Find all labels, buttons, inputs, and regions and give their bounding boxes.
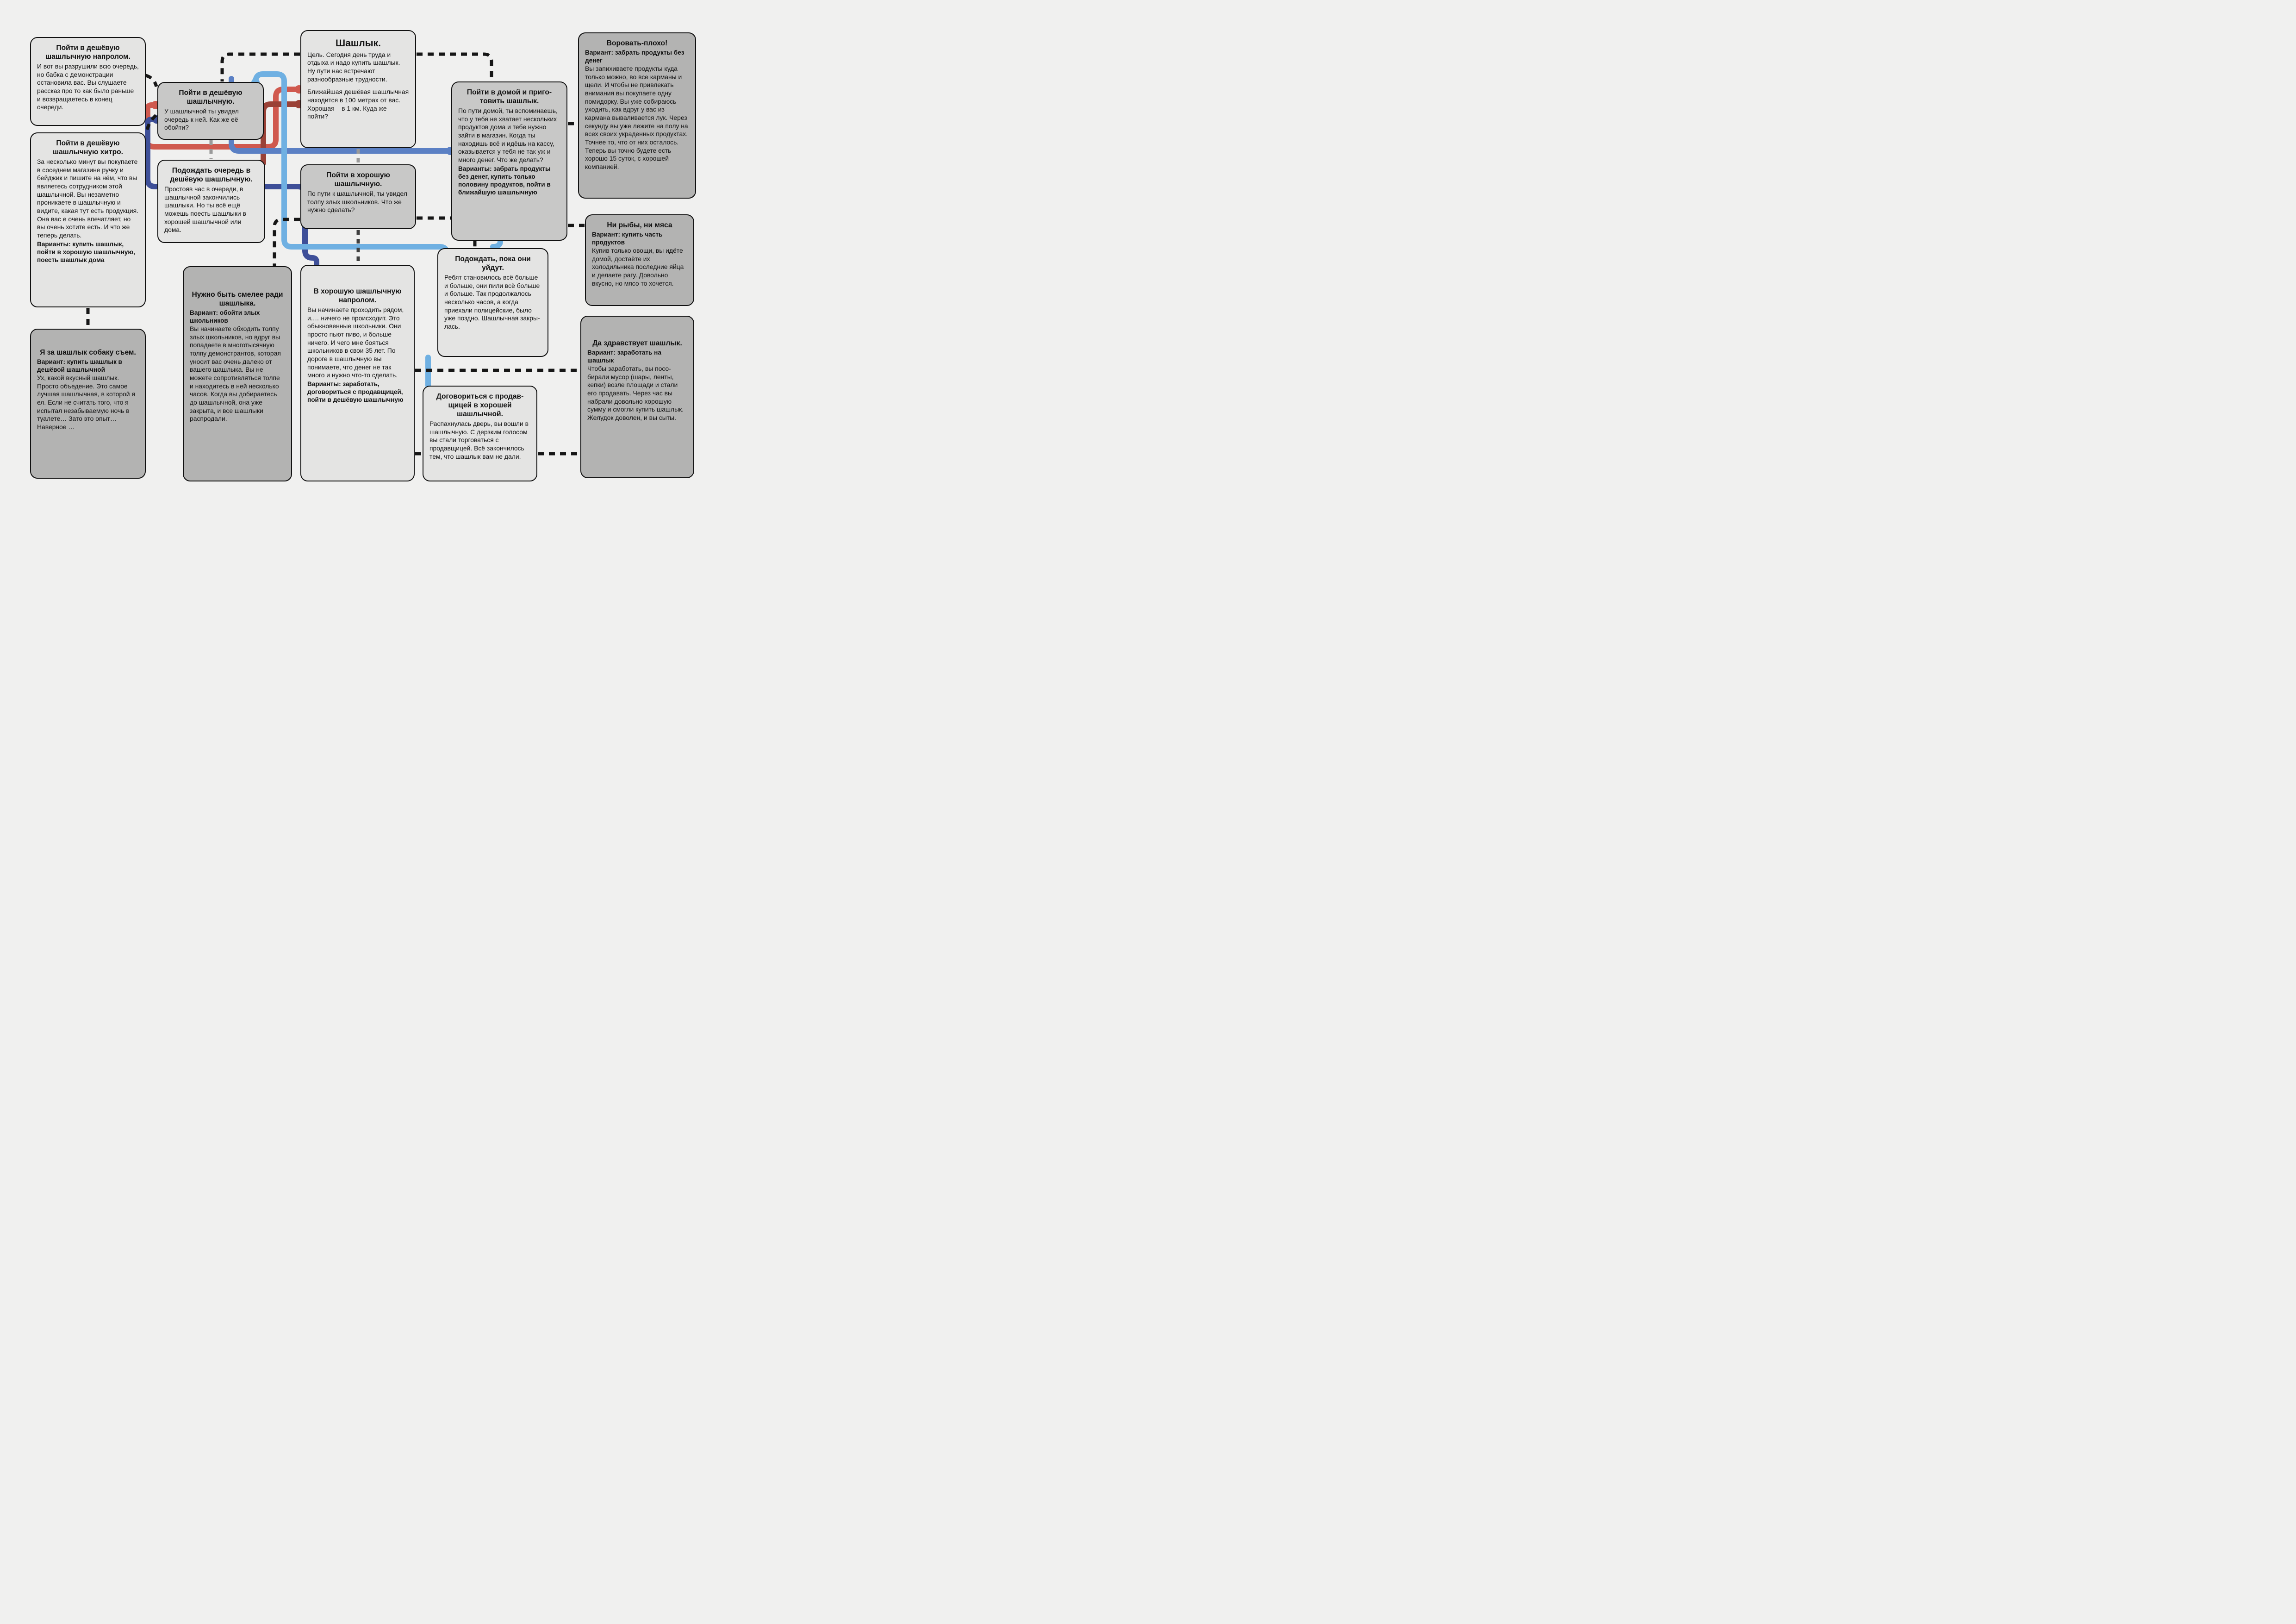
node-bargain-seller: [423, 386, 537, 481]
node-body: Ребят становилось всё больше и больше, они пили всё больше и больше. Так продолжалось несколько часов, а когда приехали полицейские, было уже поздно. Шашлычная закрылась.: [444, 274, 540, 330]
node-shashlik-root: [300, 30, 416, 148]
node-options: Варианты: забрать продукты без денег, купить только половину продуктов, пойти в ближайшую шашлычную: [458, 165, 551, 196]
node-body: Купив только овощи, вы идёте домой, достаёте их холодильника последние яйца и делаете рагу. Довольно вкусно, но мясо то хочется.: [592, 246, 684, 287]
node-title: Воровать-плохо!: [606, 39, 668, 47]
node-body: И вот вы разрушили всю очередь, но бабка с демонстрации остановила вас. Вы слушаете рассказ про то как было раньше и возвращаетесь в конец очереди.: [37, 62, 139, 111]
node-body: Чтобы заработать, вы пособирали мусор (шары, ленты, кепки) возле площади и стали его продавать. Через час вы набрали довольно хорошую сумму и смогли купить шашлык. Желудок доволен, и вы сыты.: [587, 364, 684, 421]
node-body: У шашлычной ты увидел очередь к ней. Как же её обойти?: [164, 107, 239, 131]
node-go-home: [451, 81, 567, 241]
node-body: Вы начинаете обходить толпу злых школьников, но вдруг вы попадаете в многотысячную толпу демонстрантов, которая уносит вас очень далеко от вашего шашлыка. Вы не можете сопротивляться толпе и находитесь в ней несколько часов. Когда вы добираетесь до шашлычной, она уже закрыта, и все шашлыки распродали.: [190, 325, 281, 423]
node-title: Пойти в дешёвую шашлычную хитро.: [53, 139, 123, 156]
edge-home-to-wait-branch: [493, 241, 500, 247]
node-title: Пойти в дешёвую шашлычную.: [179, 89, 243, 106]
node-go-cheap: [157, 82, 264, 140]
node-body: По пути к шашлычной, ты увидел толпу злых школьников. Что же нужно сделать?: [307, 190, 407, 214]
node-long-live-shashlik: [580, 316, 694, 478]
node-body: Вы начинаете проходить рядом, и.… ничего не происходит. Это обыкновенные школьники. Они просто пьют пиво, и больше ничего. И чего мне бояться школьников в свои 35 лет. По дороге в шашлычную вы понимаете, что денег не так много и нужно что-то сделать.: [307, 306, 404, 379]
node-options: Варианты: купить шашлык, пойти в хорошую шашлычную, поесть шашлык дома: [37, 240, 135, 264]
node-title: Ни рыбы, ни мяса: [607, 221, 672, 229]
node-title: Я за шашлык собаку съем.: [40, 349, 136, 356]
node-wait-they-leave: [437, 248, 548, 357]
node-eat-dog: [30, 329, 146, 479]
dash-cheap-to-naprolom: [146, 75, 156, 87]
edge-shashlik-to-queue-line: [263, 104, 299, 163]
node-body: Ух, какой вкусный шашлык. Просто объедение. Это самое лучшая шашлычная, в которой я ел. Если не считать того, что я испытал незабываемую ночь в туалете… Зато это опыт… Наверное …: [37, 374, 135, 431]
node-variant: Вариант: забрать продукты без денег: [585, 49, 684, 64]
node-body: Вы запихиваете продукты куда только можно, во все карманы и щели. И чтобы не привлекать внимания вы покупаете одну помидорку. Вы уже собираюсь уходить, как вдруг у вас из кармана вываливается лук. Через секунду вы уже лежите на полу на всех своих украденных продуктах. Точнее то, что от них осталось. Теперь вы точно будете есть хорошо 15 суток, с хорошей компанией.: [585, 64, 688, 170]
node-cheap-naprolom-result: [30, 37, 146, 126]
node-variant: Вариант: заработать на шашлык: [587, 349, 661, 364]
dash-shashlik-to-home: [417, 54, 492, 81]
node-body: Цель. Сегодня день труда и отдыха и надо купить шашлык. Ну пути нас встречают разнообразные трудности.: [307, 50, 400, 83]
node-title: Нужно быть смелее ради шашлыка.: [192, 291, 283, 308]
node-body: За несколько минут вы покупаете в соседнем магазине ручку и бейджик и пишите на нём, что вы являетесь сотрудником этой шашлычной. Вы незаметно проникаете в шашлычную и видите, какая тут есть продукция. Она вас е очень впечатляет, но вы очень хотите есть. И что же теперь делать.: [37, 158, 138, 239]
node-good-naprolom: [300, 265, 415, 481]
node-title: Подождать очередь в дешёвую шашлычную.: [170, 167, 253, 184]
node-title: Пойти в домой и приготовить шашлык.: [467, 88, 552, 106]
shashlik-flowchart: [0, 0, 726, 513]
node-variant: Вариант: обойти злых школьников: [190, 309, 260, 325]
node-title: Пойти в дешёвую шашлычную напролом.: [45, 44, 131, 61]
node-be-braver: [183, 266, 292, 481]
node-variant: Вариант: купить часть продуктов: [592, 231, 663, 246]
node-options: Варианты: заработать, договориться с продавщицей, пойти в дешёвую шашлычную: [307, 380, 404, 404]
node-go-good: [300, 164, 416, 229]
spacer: [307, 83, 409, 88]
node-title: Подождать, пока они уйдут.: [455, 255, 531, 272]
node-title: Договориться с продавщицей в хорошей шашлычной.: [436, 393, 524, 418]
node-variant: Вариант: купить шашлык в дешёвой шашлычной: [37, 358, 122, 373]
node-body: Простояв час в очереди, в шашлычной закончились шашлыки. Но ты всё ещё можешь поесть шашлыки в хорошей шашлычной или дома.: [164, 185, 246, 234]
node-body: По пути домой, ты вспоминаешь, что у тебя не хватает нескольких продуктов дома и тебе нужно зайти в магазин. Когда ты находишь всё и идёшь на кассу, оказывается у тебя не так уж и много денег. Что же делать?: [458, 107, 558, 163]
node-no-fish-no-meat: [585, 214, 694, 306]
node-wait-queue: [157, 160, 265, 243]
node-steal-bad: [578, 32, 696, 199]
node-cheap-hitro-result: [30, 132, 146, 307]
node-body: Распахнулась дверь, вы вошли в шашлычную. С дерзким голосом вы стали торговаться с продавщицей. Всё закончилось тем, что шашлык вам не дали.: [429, 420, 529, 460]
node-title: Да здравствует шашлык.: [592, 339, 682, 347]
node-body-2: Ближайшая дешёвая шашлычная находится в 100 метрах от вас. Хорошая – в 1 км. Куда же пойти?: [307, 88, 409, 120]
node-title: Шашлык.: [336, 38, 381, 49]
node-title: Пойти в хорошую шашлычную.: [326, 171, 390, 188]
node-title: В хорошую шашлычную напролом.: [313, 287, 402, 305]
